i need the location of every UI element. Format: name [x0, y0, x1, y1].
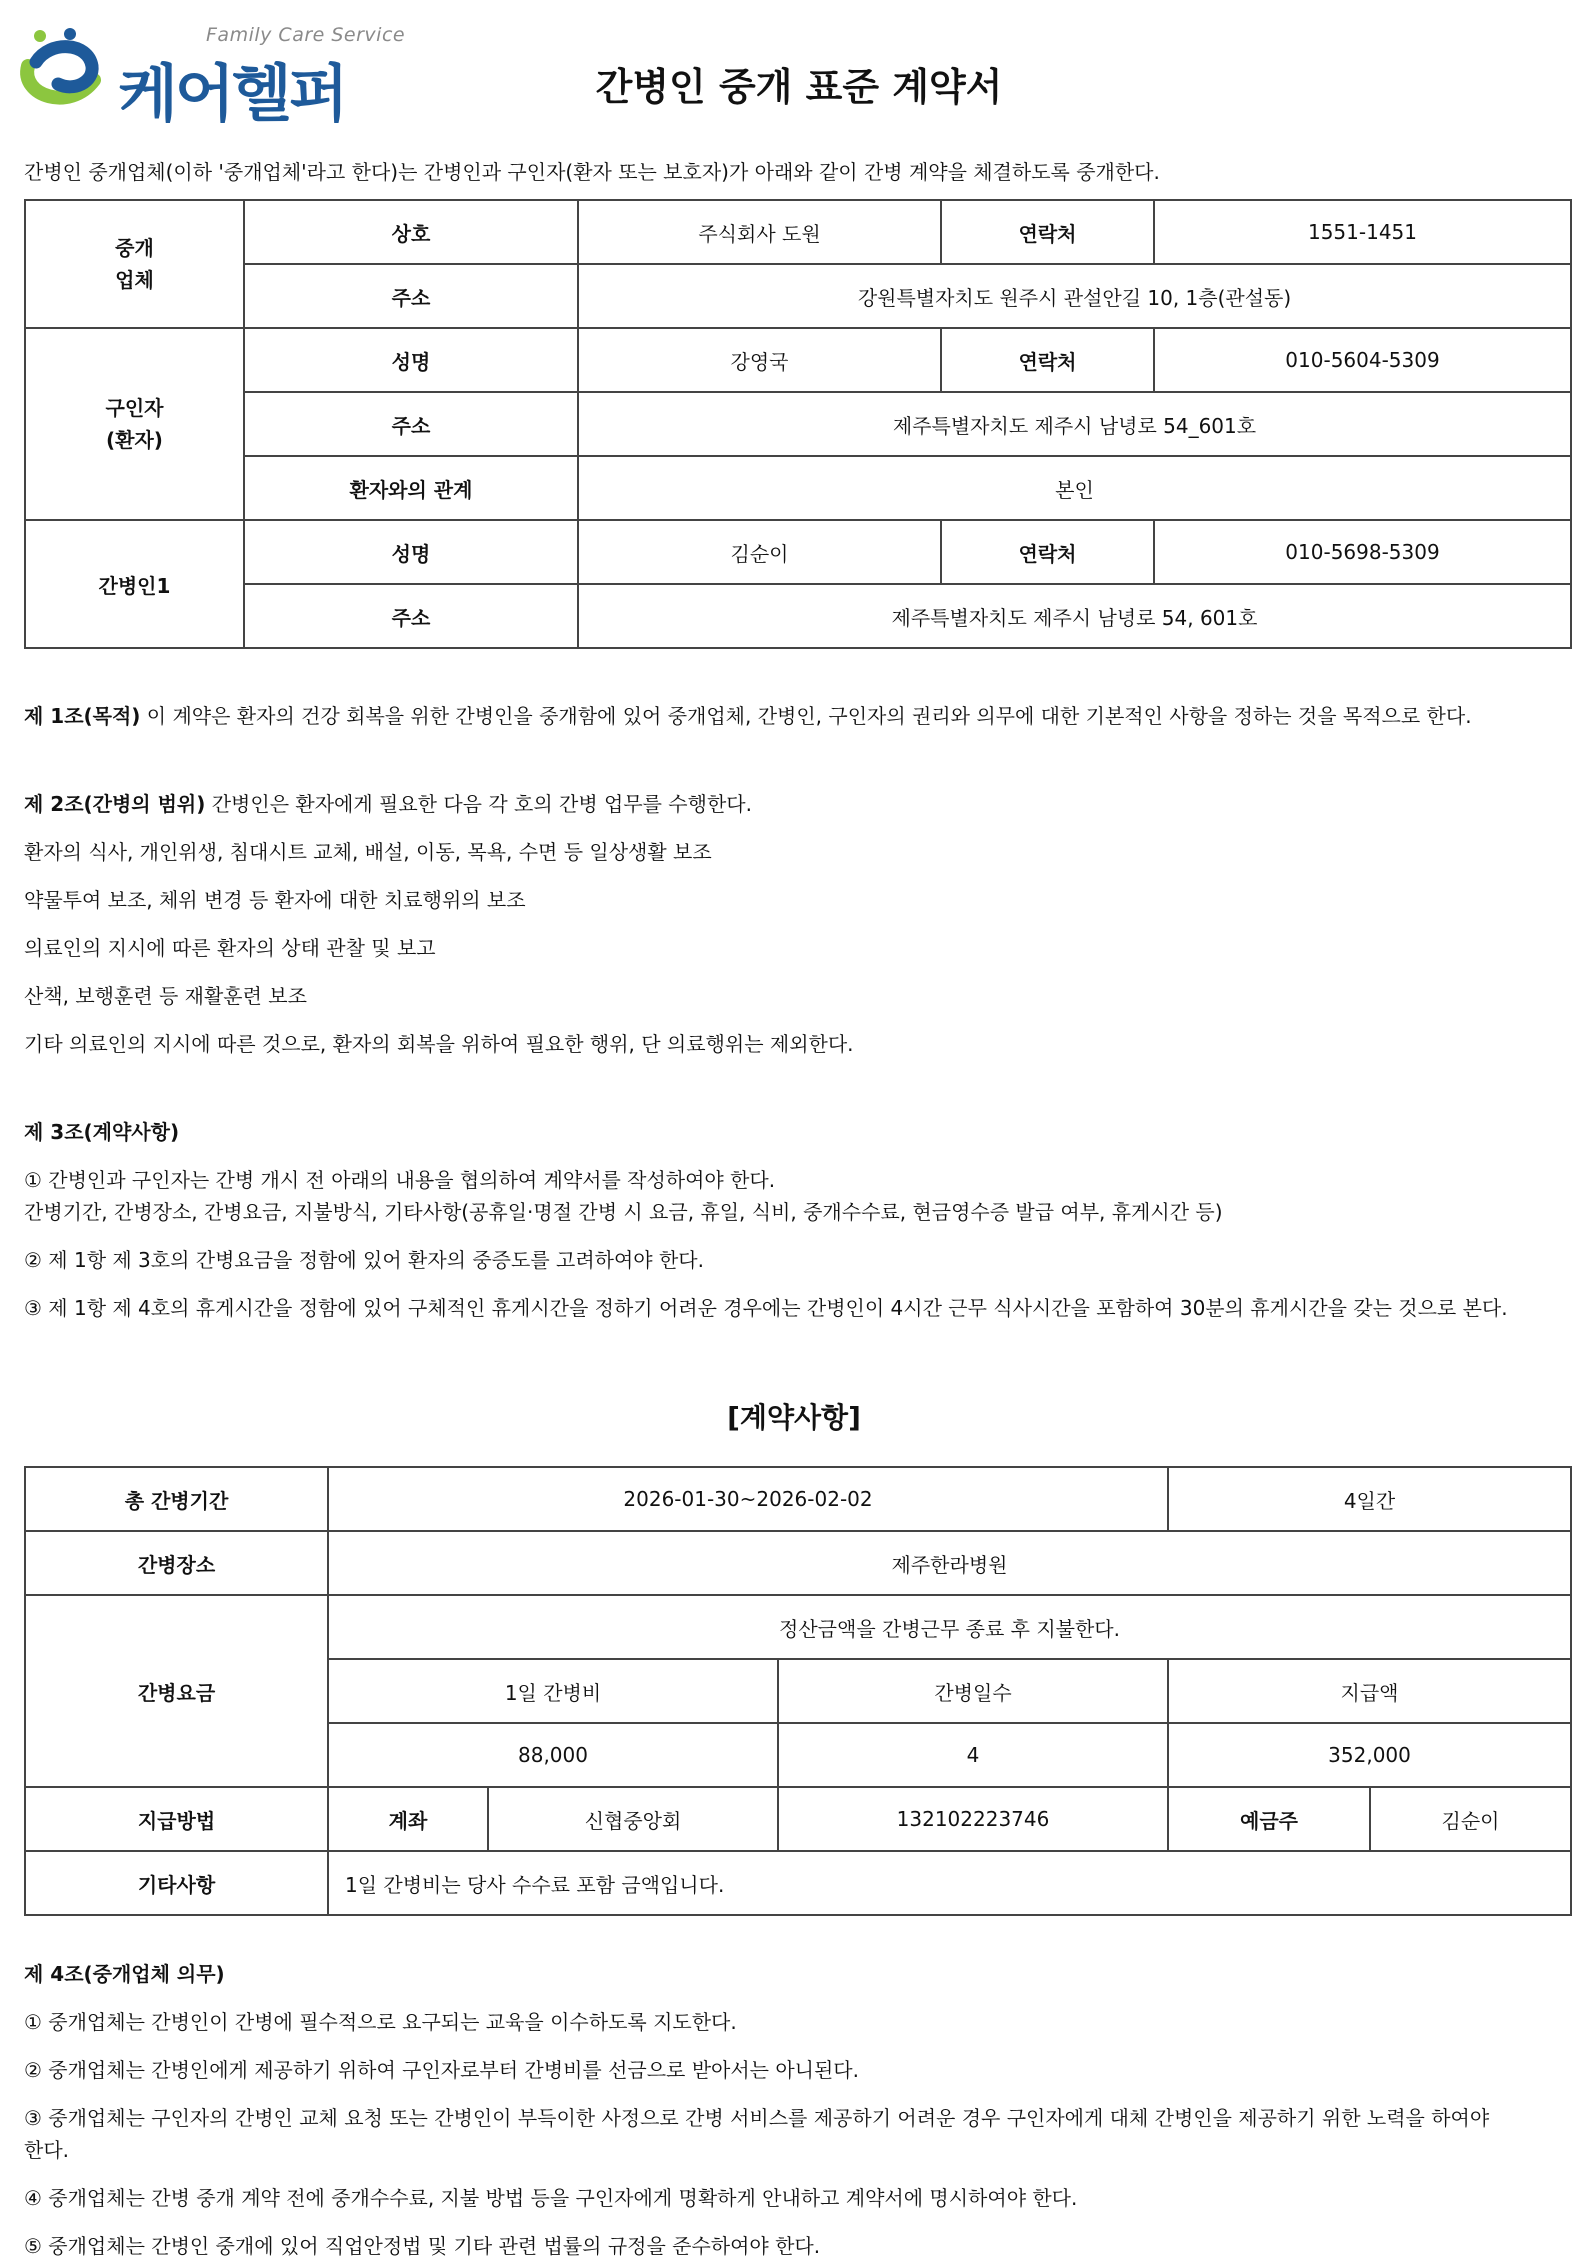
fee-days-value: 4: [778, 1723, 1168, 1787]
contract-terms-table: [24, 1466, 1572, 1916]
client-address-label: 주소: [244, 392, 578, 456]
caregiver-name: 김순이: [578, 520, 941, 584]
article4-item: ⑤ 중개업체는 간병인 중개에 있어 직업안정법 및 기타 관련 법률의 규정을 준수하여야 한다.: [24, 2234, 821, 2258]
article1: [24, 700, 1472, 732]
caregiver-name-label: 성명: [244, 520, 578, 584]
caregiver-group-label: 간병인1: [25, 520, 244, 648]
fee-header-total: 지급액: [1168, 1659, 1571, 1723]
period-label: 총 간병기간: [25, 1467, 328, 1531]
contract-section-title: [계약사항]: [727, 1401, 861, 1434]
article2: [24, 788, 752, 820]
logo-wordmark: 케어헬퍼: [118, 57, 346, 130]
article3-item: 간병기간, 간병장소, 간병요금, 지불방식, 기타사항(공휴일·명절 간병 시 요금, 휴일, 식비, 중개수수료, 현금영수증 발급 여부, 휴게시간 등): [24, 1200, 1223, 1224]
fee-header-daily: 1일 간병비: [328, 1659, 778, 1723]
other-label: 기타사항: [25, 1851, 328, 1915]
broker-address-label: 주소: [244, 264, 578, 328]
article4-item: 한다.: [24, 2138, 69, 2162]
article2-item: 약물투여 보조, 체위 변경 등 환자에 대한 치료행위의 보조: [24, 888, 526, 912]
client-relation-label: 환자와의 관계: [244, 456, 578, 520]
fee-note: 정산금액을 간병근무 종료 후 지불한다.: [328, 1595, 1571, 1659]
article3-item: ① 간병인과 구인자는 간병 개시 전 아래의 내용을 협의하여 계약서를 작성하여야 한다.: [24, 1168, 776, 1192]
bank-name: 신협중앙회: [488, 1787, 778, 1851]
caregiver-address: 제주특별자치도 제주시 남녕로 54, 601호: [578, 584, 1571, 648]
account-number: 132102223746: [778, 1787, 1168, 1851]
fee-header-days: 간병일수: [778, 1659, 1168, 1723]
client-name: 강영국: [578, 328, 941, 392]
article3-item: ③ 제 1항 제 4호의 휴게시간을 정함에 있어 구체적인 휴게시간을 정하기 어려운 경우에는 간병인이 4시간 근무 식사시간을 포함하여 30분의 휴게시간을 갖는 것으로 본다.: [24, 1296, 1508, 1320]
article2-item: 환자의 식사, 개인위생, 침대시트 교체, 배설, 이동, 목욕, 수면 등 일상생활 보조: [24, 840, 712, 864]
parties-table: [24, 199, 1572, 649]
fee-label: 간병요금: [25, 1595, 328, 1787]
broker-phone-label: 연락처: [941, 200, 1154, 264]
client-name-label: 성명: [244, 328, 578, 392]
client-relation: 본인: [578, 456, 1571, 520]
period-days: 4일간: [1168, 1467, 1571, 1531]
article4-item: ④ 중개업체는 간병 중개 계약 전에 중개수수료, 지불 방법 등을 구인자에게 명확하게 안내하고 계약서에 명시하여야 한다.: [24, 2186, 1078, 2210]
article3-heading: 제 3조(계약사항): [24, 1120, 180, 1144]
article4-item: ③ 중개업체는 구인자의 간병인 교체 요청 또는 간병인이 부득이한 사정으로 간병 서비스를 제공하기 어려운 경우 구인자에게 대체 간병인을 제공하기 위한 노력을 하여야: [24, 2106, 1490, 2130]
article3-item: ② 제 1항 제 3호의 간병요금을 정함에 있어 환자의 중증도를 고려하여야 한다.: [24, 1248, 704, 1272]
article2-item: 의료인의 지시에 따른 환자의 상태 관찰 및 보고: [24, 936, 436, 960]
account-label: 계좌: [328, 1787, 488, 1851]
broker-name: 주식회사 도원: [578, 200, 941, 264]
article4-item: ② 중개업체는 간병인에게 제공하기 위하여 구인자로부터 간병비를 선금으로 받아서는 아니된다.: [24, 2058, 859, 2082]
broker-name-label: 상호: [244, 200, 578, 264]
intro-text: 간병인 중개업체(이하 '중개업체'라고 한다)는 간병인과 구인자(환자 또는 보호자)가 아래와 같이 간병 계약을 체결하도록 중개한다.: [24, 160, 1160, 184]
client-phone: 010-5604-5309: [1154, 328, 1571, 392]
holder-label: 예금주: [1168, 1787, 1370, 1851]
other-value: 1일 간병비는 당사 수수료 포함 금액입니다.: [328, 1851, 1571, 1915]
article4-item: ① 중개업체는 간병인이 간병에 필수적으로 요구되는 교육을 이수하도록 지도한다.: [24, 2010, 737, 2034]
place-label: 간병장소: [25, 1531, 328, 1595]
fee-total-value: 352,000: [1168, 1723, 1571, 1787]
article2-item: 기타 의료인의 지시에 따른 것으로, 환자의 회복을 위하여 필요한 행위, 단 의료행위는 제외한다.: [24, 1032, 854, 1056]
article4-heading: 제 4조(중개업체 의무): [24, 1962, 225, 1986]
article2-heading: 제 2조(간병의 범위): [24, 792, 206, 816]
holder-name: 김순이: [1370, 1787, 1571, 1851]
caregiver-phone: 010-5698-5309: [1154, 520, 1571, 584]
client-group-label: 구인자 (환자): [25, 328, 244, 520]
article2-item: 산책, 보행훈련 등 재활훈련 보조: [24, 984, 307, 1008]
broker-address: 강원특별자치도 원주시 관설안길 10, 1층(관설동): [578, 264, 1571, 328]
broker-phone: 1551-1451: [1154, 200, 1571, 264]
article2-text: 간병인은 환자에게 필요한 다음 각 호의 간병 업무를 수행한다.: [205, 792, 752, 816]
payment-label: 지급방법: [25, 1787, 328, 1851]
client-phone-label: 연락처: [941, 328, 1154, 392]
article1-heading: 제 1조(목적): [24, 704, 141, 728]
article1-text: 이 계약은 환자의 건강 회복을 위한 간병인을 중개함에 있어 중개업체, 간병인, 구인자의 권리와 의무에 대한 기본적인 사항을 정하는 것을 목적으로 한다.: [140, 704, 1472, 728]
client-address: 제주특별자치도 제주시 남녕로 54_601호: [578, 392, 1571, 456]
document-title: 간병인 중개 표준 계약서: [595, 65, 1003, 109]
logo-tagline: Family Care Service: [206, 24, 406, 46]
fee-daily-value: 88,000: [328, 1723, 778, 1787]
place-value: 제주한라병원: [328, 1531, 1571, 1595]
period-value: 2026-01-30~2026-02-02: [328, 1467, 1168, 1531]
broker-group-label: 중개 업체: [25, 200, 244, 328]
caregiver-phone-label: 연락처: [941, 520, 1154, 584]
caregiver-address-label: 주소: [244, 584, 578, 648]
